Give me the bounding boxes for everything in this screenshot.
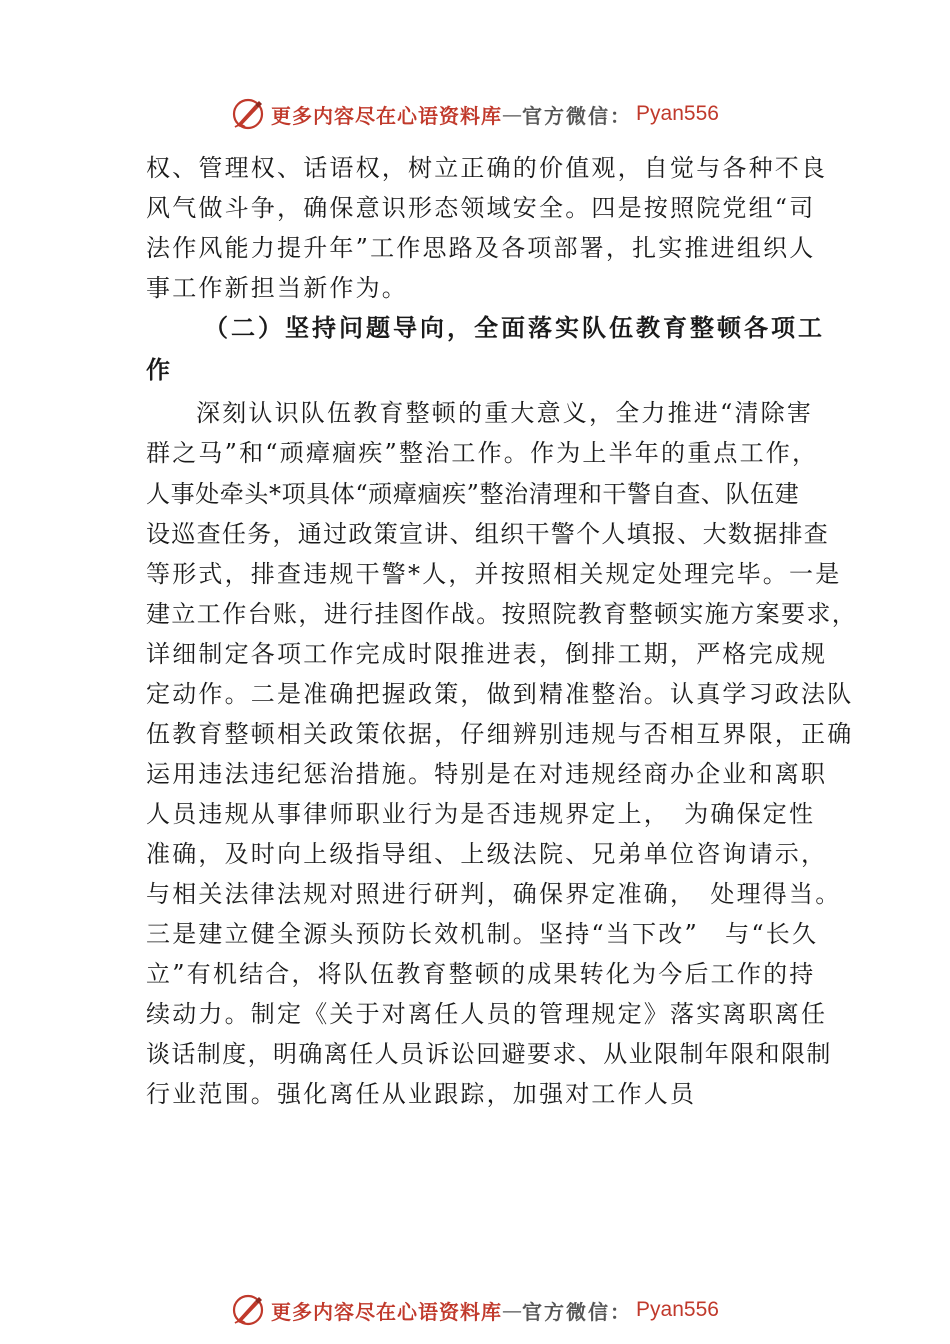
banner-wechat-id: Pyan556: [636, 1298, 719, 1321]
banner-dash: —: [502, 1298, 523, 1322]
body-line: 续动力。制定《关于对离任人员的管理规定》落实离职离任: [146, 1000, 828, 1028]
banner-wechat-label: 官方微信：: [522, 1299, 633, 1324]
body-line: 事工作新担当新作为。: [146, 274, 408, 302]
body-line: 三是建立健全源头预防长效机制。坚持“当下改” 与“长久: [146, 920, 819, 948]
body-line: 立”有机结合，将队伍教育整顿的成果转化为今后工作的持: [146, 960, 816, 988]
banner-dash: —: [502, 102, 523, 126]
body-line: 准确，及时向上级指导组、上级法院、兄弟单位咨询请示，: [146, 840, 828, 868]
banner-brand-text: 更多内容尽在心语资料库: [271, 1299, 503, 1324]
body-line: 等形式，排查违规干警*人，并按照相关规定处理完毕。一是: [146, 560, 842, 588]
body-line: 设巡查任务，通过政策宣讲、组织干警个人填报、大数据排查: [146, 520, 830, 548]
body-line: 深刻认识队伍教育整顿的重大意义，全力推进“清除害: [196, 399, 814, 427]
body-line: 与相关法律法规对照进行研判，确保界定准确， 处理得当。: [146, 880, 842, 908]
footer-banner: [0, 1290, 950, 1330]
red-pen-circle-logo-icon: [231, 97, 265, 131]
body-line: 伍教育整顿相关政策依据，仔细辨别违规与否相互界限，正确: [146, 720, 854, 748]
body-line: 人事处牵头*项具体“顽瘴痼疾”整治清理和干警自查、队伍建: [146, 480, 800, 508]
body-line: 群之马”和“顽瘴痼疾”整治工作。作为上半年的重点工作，: [146, 439, 819, 467]
body-line: 详细制定各项工作完成时限推进表，倒排工期，严格完成规: [146, 640, 828, 668]
red-pen-circle-logo-icon: [231, 1293, 265, 1327]
body-line: 行业范围。强化离任从业跟踪，加强对工作人员: [146, 1080, 697, 1108]
body-line: 定动作。二是准确把握政策，做到精准整治。认真学习政法队: [146, 680, 854, 708]
body-line: 建立工作台账，进行挂图作战。按照院教育整顿实施方案要求，: [146, 600, 858, 628]
section-heading: （二）坚持问题导向，全面落实队伍教育整顿各项工: [204, 313, 825, 342]
header-banner: [0, 94, 950, 134]
body-line: 人员违规从事律师职业行为是否违规界定上， 为确保定性: [146, 800, 816, 828]
body-line: 风气做斗争，确保意识形态领域安全。四是按照院党组“司: [146, 194, 816, 222]
section-heading-continued: 作: [146, 355, 173, 384]
body-line: 权、管理权、话语权，树立正确的价值观，自觉与各种不良: [146, 154, 828, 182]
banner-brand-text: 更多内容尽在心语资料库: [271, 103, 503, 128]
body-line: 谈话制度，明确离任人员诉讼回避要求、从业限制年限和限制: [146, 1040, 832, 1068]
banner-wechat-label: 官方微信：: [522, 103, 633, 128]
banner-wechat-id: Pyan556: [636, 102, 719, 125]
body-line: 运用违法违纪惩治措施。特别是在对违规经商办企业和离职: [146, 760, 828, 788]
body-line: 法作风能力提升年”工作思路及各项部署，扎实推进组织人: [146, 234, 816, 262]
